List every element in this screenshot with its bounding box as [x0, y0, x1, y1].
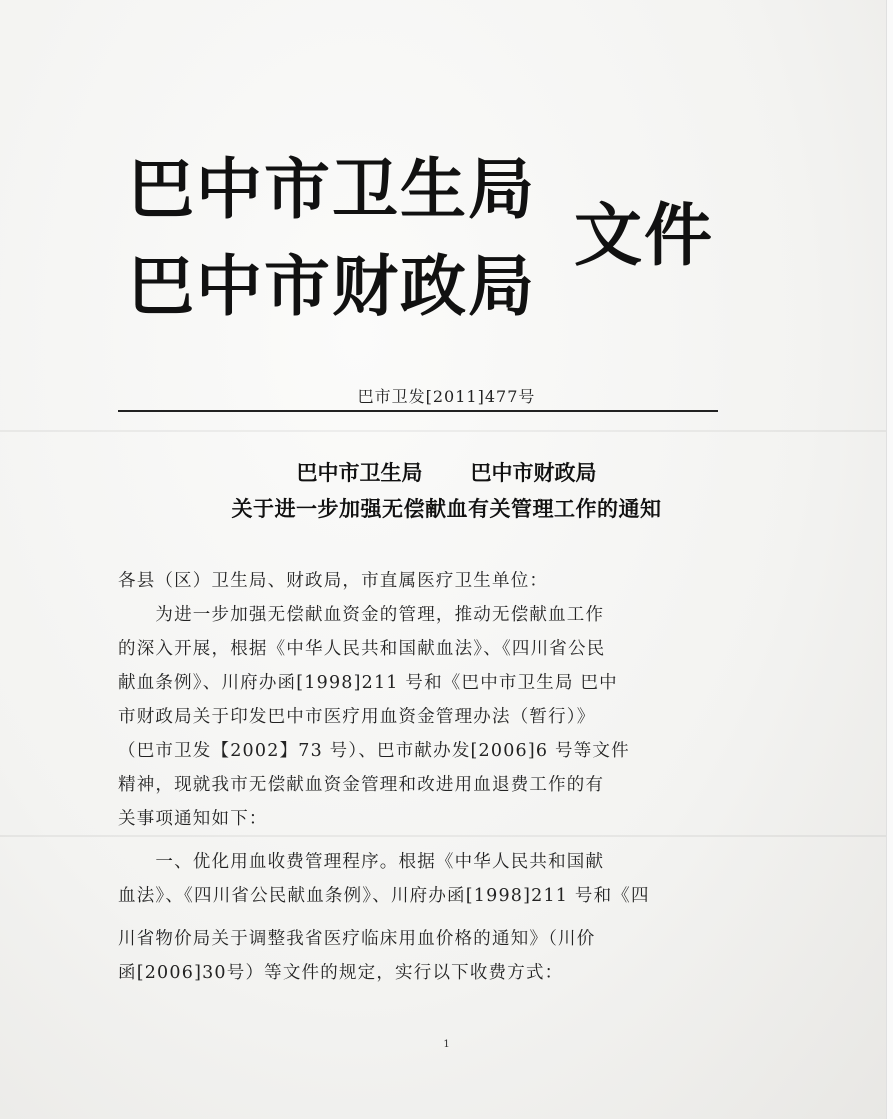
document-type: 文件 [574, 197, 715, 276]
body-line: 市财政局关于印发巴中市医疗用血资金管理办法（暂行）》 [118, 707, 596, 727]
body-line: 精神，现就我市无偿献血资金管理和改进用血退费工作的有 [118, 775, 605, 795]
body-line: 各县（区）卫生局、财政局，市直属医疗卫生单位： [118, 571, 549, 591]
paper-fold [0, 430, 893, 432]
body-line: 为进一步加强无偿献血资金的管理，推动无偿献血工作 [118, 605, 605, 625]
document-number: 巴市卫发[2011]477号 [357, 387, 536, 406]
issuer-line-2: 巴中市财政局 [128, 248, 536, 325]
body-line: 一、优化用血收费管理程序。根据《中华人民共和国献 [118, 852, 605, 872]
body-line: （巴市卫发【2002】73 号）、巴市献办发[2006]6 号等文件 [118, 741, 630, 761]
paper-edge [886, 0, 893, 1119]
body-line: 的深入开展，根据《中华人民共和国献血法》、《四川省公民 [118, 639, 606, 659]
body-line: 川省物价局关于调整我省医疗临床用血价格的通知》（川价 [118, 929, 596, 949]
notice-issuer-2: 巴中市财政局 [470, 460, 597, 485]
page-number: 1 [443, 1039, 450, 1050]
notice-issuer-1: 巴中市卫生局 [296, 460, 423, 485]
body-line: 血法》、《四川省公民献血条例》、川府办函[1998]211 号和《四 [118, 886, 650, 906]
header-rule [118, 410, 718, 412]
notice-issuers [0, 457, 893, 487]
body-line: 关事项通知如下： [118, 809, 268, 829]
body-line: 献血条例》、川府办函[1998]211 号和《巴中市卫生局 巴中 [118, 673, 618, 693]
paper-fold [0, 835, 893, 837]
issuer-line-1: 巴中市卫生局 [128, 151, 536, 228]
body-line: 函[2006]30号）等文件的规定，实行以下收费方式： [118, 963, 564, 983]
notice-title: 关于进一步加强无偿献血有关管理工作的通知 [231, 496, 662, 521]
